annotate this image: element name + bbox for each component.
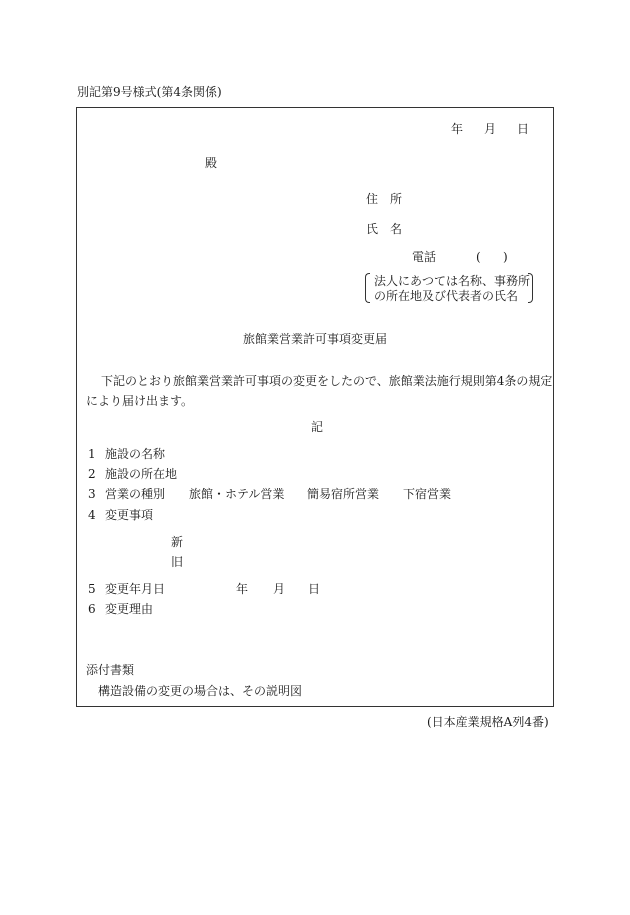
- item1-label: 施設の名称: [105, 447, 166, 461]
- form-number: 別記第9号様式(第4条関係): [77, 85, 222, 99]
- item3-option-kani-shukusho: 簡易宿所営業: [307, 487, 380, 501]
- attachments-text: 構造設備の変更の場合は、その説明図: [98, 684, 303, 698]
- date-day-label: 日: [517, 122, 530, 136]
- paper-size-note: (日本産業規格A列4番): [427, 715, 549, 729]
- item5-day: 日: [308, 582, 321, 596]
- item6-number: 6: [88, 602, 96, 616]
- body-line1: 下記のとおり旅館業営業許可事項の変更をしたので、旅館業法施行規則第4条の規定: [101, 374, 553, 388]
- date-year-label: 年: [451, 122, 464, 136]
- date-month-label: 月: [484, 122, 497, 136]
- item3-label: 営業の種別: [105, 487, 166, 501]
- item1-number: 1: [88, 447, 96, 461]
- phone-paren-open: (: [476, 250, 481, 264]
- item4-new: 新: [171, 535, 184, 549]
- bracket-left: [365, 273, 370, 303]
- body-line2: により届け出ます。: [86, 394, 194, 408]
- item5-month: 月: [273, 582, 286, 596]
- corporate-note-line1: 法人にあつては名称、事務所: [374, 274, 531, 288]
- addressee-honorific: 殿: [205, 156, 218, 170]
- document-title: 旅館業営業許可事項変更届: [243, 332, 388, 346]
- item5-year: 年: [236, 582, 249, 596]
- attachments-label: 添付書類: [86, 663, 135, 677]
- item4-old: 旧: [171, 555, 184, 569]
- phone-label: 電話: [412, 250, 437, 264]
- item6-label: 変更理由: [105, 602, 154, 616]
- ki-label: 記: [311, 420, 324, 434]
- name-label: 氏 名: [366, 222, 403, 236]
- address-label: 住 所: [366, 192, 403, 206]
- item2-label: 施設の所在地: [105, 467, 178, 481]
- item3-option-geshuku: 下宿営業: [403, 487, 452, 501]
- item4-label: 変更事項: [105, 508, 154, 522]
- corporate-note-line2: の所在地及び代表者の氏名: [374, 289, 519, 303]
- item3-number: 3: [88, 487, 96, 501]
- item3-option-ryokan-hotel: 旅館・ホテル営業: [189, 487, 285, 501]
- item2-number: 2: [88, 467, 96, 481]
- corporate-note: [365, 273, 533, 303]
- item5-label: 変更年月日: [105, 582, 166, 596]
- phone-paren-close: ): [503, 250, 508, 264]
- item5-number: 5: [88, 582, 96, 596]
- item4-number: 4: [88, 508, 96, 522]
